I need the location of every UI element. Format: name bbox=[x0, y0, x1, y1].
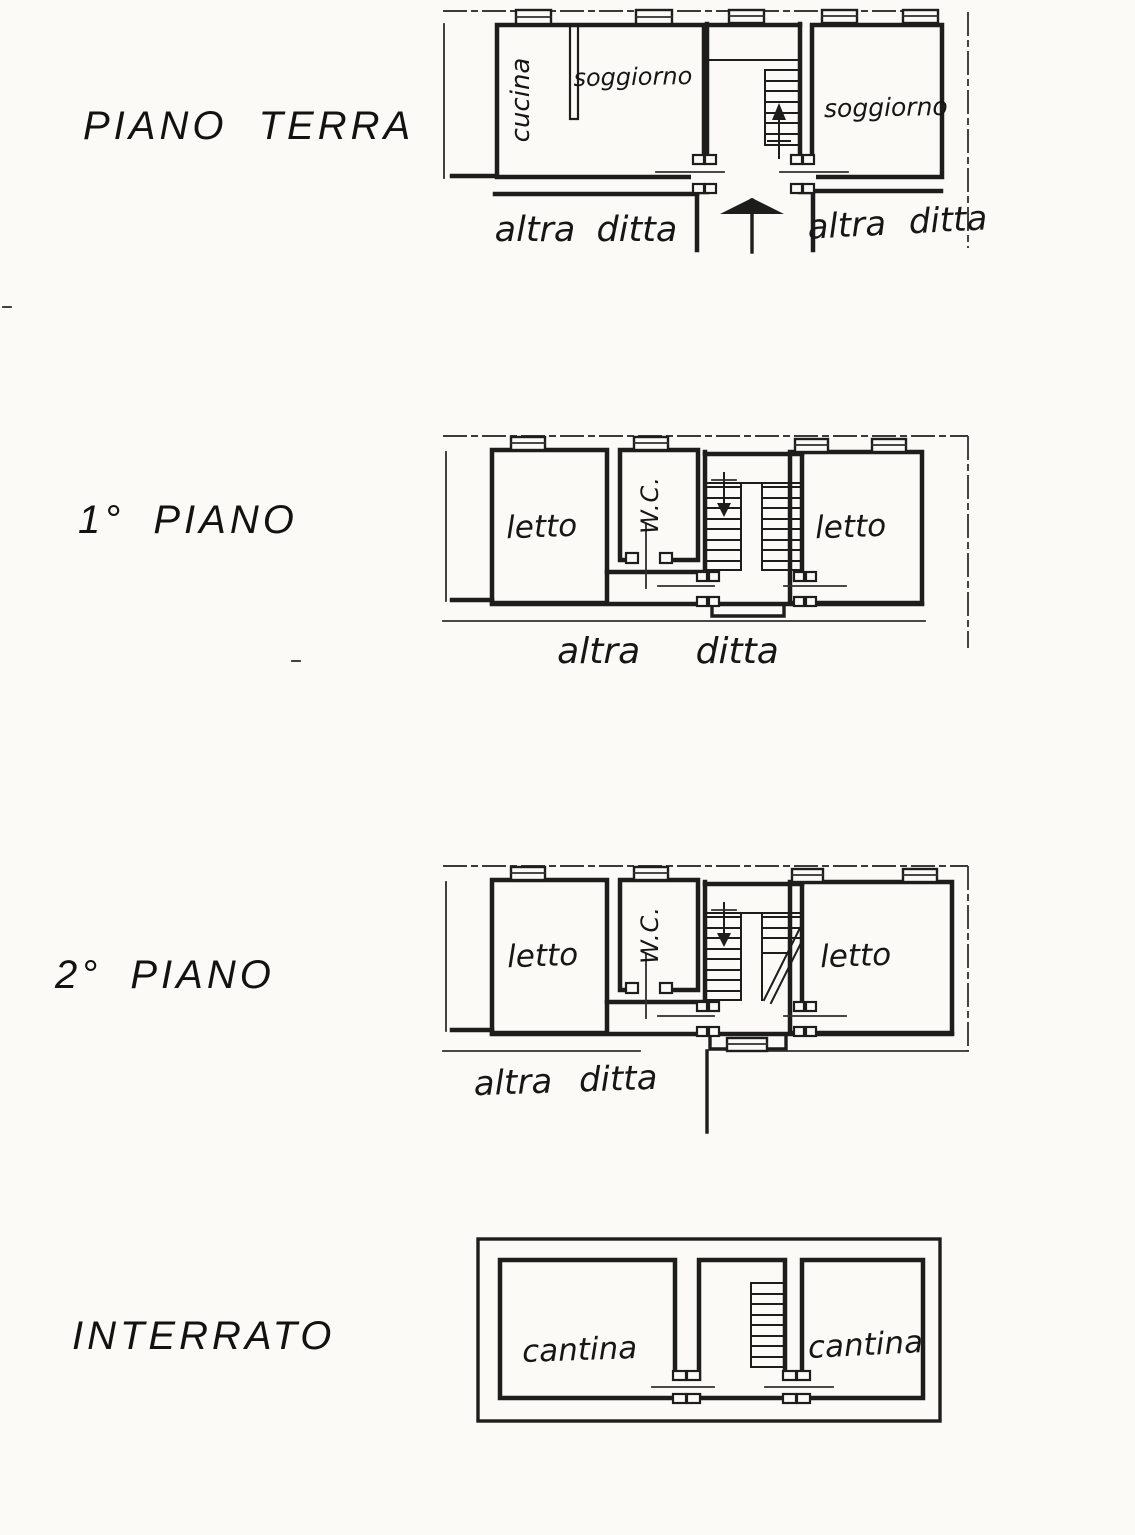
annotation-altra-ditta-left: altra ditta bbox=[494, 210, 678, 250]
room-label-cucina: cucina bbox=[506, 57, 536, 143]
room-label-soggiorno-right: soggiorno bbox=[823, 91, 948, 124]
door-openings bbox=[626, 524, 846, 606]
stair-direction-arrow-icon bbox=[768, 103, 790, 158]
stair-direction-arrow-icon bbox=[712, 473, 736, 517]
floor-plan-interrato bbox=[72, 1239, 940, 1421]
staircase bbox=[706, 483, 801, 570]
annotation-altra-ditta: altra ditta bbox=[473, 1057, 659, 1105]
annotation-altra-ditta-right: altra ditta bbox=[806, 198, 989, 248]
door-openings bbox=[626, 954, 846, 1036]
scan-specks bbox=[3, 307, 300, 661]
room-label-cantina-left: cantina bbox=[521, 1330, 638, 1371]
room-label-letto-left: letto bbox=[506, 936, 579, 976]
staircase bbox=[751, 1283, 784, 1367]
room-label-cantina-right: cantina bbox=[807, 1324, 924, 1367]
annotation-altra-ditta: altra ditta bbox=[557, 631, 779, 672]
stair-direction-arrow-icon bbox=[712, 903, 736, 947]
room-label-wc: W.C. bbox=[636, 476, 664, 534]
room-label-soggiorno-left: soggiorno bbox=[573, 61, 693, 93]
room-label-letto-left: letto bbox=[505, 507, 578, 547]
floor-title-secondo-piano: 2° PIANO bbox=[55, 953, 275, 997]
floor-title-interrato: INTERRATO bbox=[72, 1314, 336, 1358]
door-openings bbox=[656, 155, 848, 193]
entrance-arrow-icon bbox=[720, 198, 784, 252]
floor-title-piano-terra: PIANO TERRA bbox=[83, 104, 415, 148]
staircase bbox=[709, 60, 800, 145]
room-label-letto-right: letto bbox=[814, 507, 887, 547]
floor-plan-secondo-piano bbox=[54, 866, 968, 1132]
room-label-letto-right: letto bbox=[819, 936, 892, 976]
floor-plan-piano-terra bbox=[83, 10, 988, 252]
window-symbols bbox=[516, 10, 938, 24]
room-label-wc: W.C. bbox=[636, 906, 664, 964]
floor-title-primo-piano: 1° PIANO bbox=[78, 498, 298, 542]
staircase bbox=[706, 913, 801, 1003]
floor-plan-primo-piano bbox=[78, 436, 968, 672]
